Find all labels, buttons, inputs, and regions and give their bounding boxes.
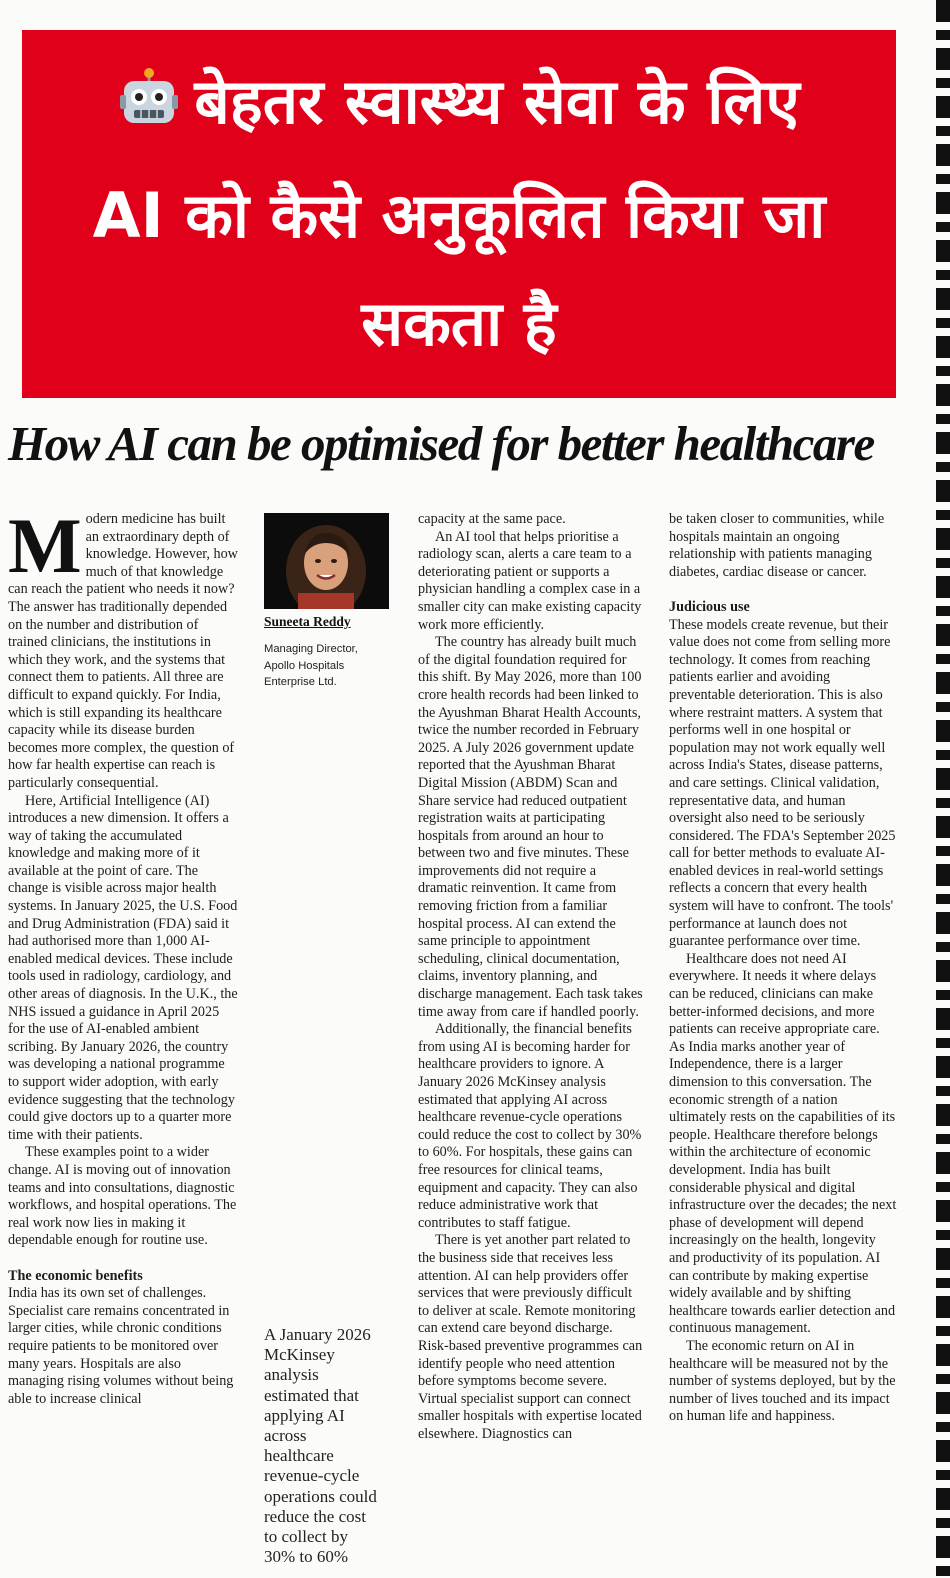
paragraph: be taken closer to communities, while hospitals maintain an ongoing relationship with patients managing diabetes, cardiac disease or cancer.	[669, 511, 885, 580]
paragraph: These examples point to a wider change. AI is moving out of innovation teams and into consultations, diagnostic workflows, and hospital operations. The real work now lies in making it dependable enough for routine use.	[8, 1144, 237, 1249]
robot-emoji-icon	[118, 54, 180, 162]
paragraph: The economic return on AI in healthcare will be measured not by the number of systems deployed, but by the number of lives touched and its impact on human life and happiness.	[669, 1337, 896, 1425]
paragraph: Additionally, the financial benefits from using AI is becoming harder for healthcare providers to ignore. A January 2026 McKinsey analysis estimated that applying AI across healthcare revenue-cycle operations could reduce the cost to collect by 30% to 60%. For hospitals, these gains can free resources for clinical teams, equipment and capacity. They can also reduce administrative work that contributes to staff fatigue.	[418, 1021, 642, 1231]
banner-line-1	[22, 48, 896, 162]
section-heading: The economic benefits	[8, 1267, 143, 1284]
article-column-4	[669, 511, 897, 1426]
paragraph: capacity at the same pace.	[418, 511, 566, 527]
paragraph: Here, Artificial Intelligence (AI) introduces a new dimension. It offers a way of taking the accumulated knowledge and making more of it available at the point of care. The change is visible across major health systems. In January 2025, the U.S. Food and Drug Administration (FDA) said it had authorised more than 1,000 AI-enabled medical devices. These include tools used in radiology, cardiology, and other areas of diagnosis. In the U.K., the NHS issued a guidance in April 2025 for the use of AI-enabled ambient scribing. By January 2026, the country was developing a national programme to support wider adoption, with early evidence suggesting that the technology could give doctors up to a quarter more time with their patients.	[8, 792, 238, 1143]
article-column-3	[418, 511, 646, 1443]
page-edge-border	[936, 0, 950, 1578]
banner-line-1-text: बेहतर स्वास्थ्य सेवा के लिए	[194, 65, 800, 138]
paragraph: An AI tool that helps prioritise a radiology scan, alerts a care team to a deteriorating patient or supports a physician handling a complex case in a smaller city can make existing capacity work more efficiently.	[418, 528, 642, 633]
section-heading: Judicious use	[669, 598, 750, 615]
paragraph: Healthcare does not need AI everywhere. It needs it where delays can be reduced, clinicians can make better-informed decisions, and more patients can receive appropriate care. As India marks another year of Independence, there is a larger dimension to this conversation. The economic strength of a nation ultimately rests on the capabilities of its people. Healthcare therefore belongs within the architecture of economic development. India has built considerable physical and digital infrastructure over the decades; the next phase of development will depend increasingly on the health, longevity and productivity of its population. AI can contribute by making expertise widely available and by shifting healthcare towards earlier detection and continuous management.	[669, 950, 897, 1337]
author-name: Suneeta Reddy	[264, 614, 351, 629]
author-photo	[264, 513, 389, 609]
drop-cap: M	[8, 502, 82, 589]
article-headline: How AI can be optimised for better healthcare	[8, 416, 874, 471]
paragraph: There is yet another part related to the business side that receives less attention. AI can help providers offer services that were previously difficult to deliver at scale. Remote monitoring can extend care beyond discharge. Risk-based preventive programmes can identify people who need attention before symptoms become severe. Virtual specialist support can connect smaller hospitals with expertise located elsewhere. Diagnostics can	[418, 1232, 643, 1442]
author-title: Managing Director, Apollo Hospitals Enterprise Ltd.	[264, 643, 358, 688]
paragraph: odern medicine has built an extraordinary depth of knowledge. However, how much of that knowledge can reach the patient who needs it now? The answer has traditionally depended on the number and distribution of trained clinicians, the institutions in which they work, and the systems that connect them to patients. All three are difficult to expand quickly. For India, which is still expanding its healthcare capacity while its disease burden becomes more complex, the question of how far health expertise can reach is particularly consequential.	[8, 511, 238, 791]
hindi-title-banner	[22, 30, 896, 398]
paragraph: These models create revenue, but their value does not come from selling more technology. It comes from reaching patients earlier and avoiding preventable deterioration. This is also where restraint matters. A system that performs well in one hospital or population may not work equally well across India's States, disease patterns, and care settings. Clinical validation, representative data, and human oversight also need to be seriously considered. The FDA's September 2025 call for better methods to evaluate AI-enabled devices in real-world settings reflects a concern that every health system will have to confront. The tools' performance at launch does not guarantee performance over time.	[669, 616, 896, 950]
banner-line-2: AI को कैसे अनुकूलित किया जा	[92, 179, 826, 252]
article-column-1	[8, 502, 238, 1408]
paragraph: The country has already built much of the digital foundation required for this shift. By May 2026, more than 100 crore health records had been linked to the Ayushman Bharat Health Accounts, twice the number recorded in February 2025. A July 2026 government update reported that the Ayushman Bharat Digital Mission (ABDM) Scan and Share service had reduced outpatient registration waits at participating hospitals from around an hour to between two and five minutes. These improvements did not require a dramatic reinvention. It came from removing friction from a familiar hospital process. AI can extend the same principle to appointment scheduling, clinical documentation, claims, inventory planning, and discharge management. Each task takes time away from care if handled poorly.	[418, 634, 643, 1020]
pull-quote: A January 2026 McKinsey analysis estimated that applying AI across healthcare revenue-cycle operations could reduce the cost to collect by 30% to 60%	[264, 1325, 377, 1567]
paragraph: India has its own set of challenges. Specialist care remains concentrated in larger cities, while chronic conditions require patients to be monitored over many years. Hospitals are also managing rising volumes without being able to increase clinical	[8, 1285, 234, 1407]
banner-line-3: सकता है	[361, 287, 557, 360]
